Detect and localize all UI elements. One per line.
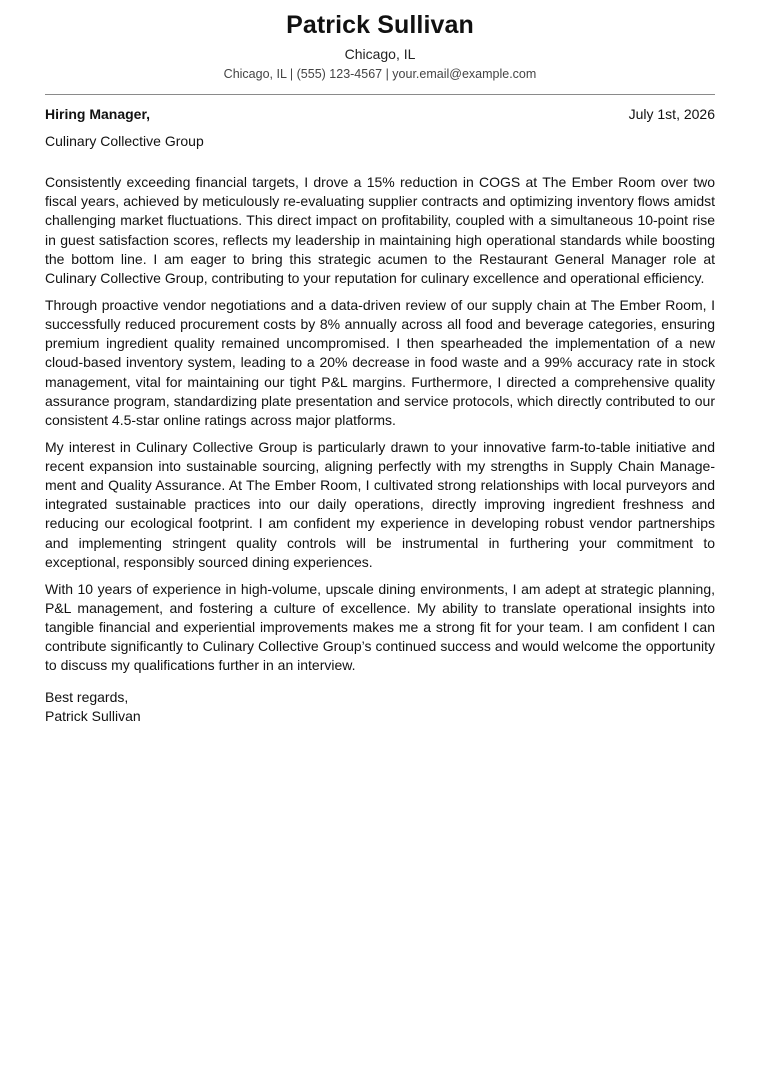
signature-name: Patrick Sullivan	[45, 707, 141, 724]
sender-location: Chicago, IL	[344, 46, 416, 62]
recipient-company: Culinary Collective Group	[45, 133, 204, 149]
letter-closing	[45, 688, 715, 726]
letter-body	[45, 173, 715, 676]
header-divider	[45, 94, 715, 95]
salutation-date-row	[45, 105, 715, 123]
letter-date: July 1st, 2026	[628, 106, 715, 122]
body-paragraph: With 10 years of experience in high-volume, upscale dining environments, I am adept at strategic planning, P&L management, and fostering a culture of excellence. My ability to translate operational insights into tangible financial and experiential improvements makes me a strong fit for your team. I am confident I can contribute significantly to Culinary Collective Group’s continued success and would welcome the opportunity to discuss my qualifications further in an interview.	[45, 580, 715, 674]
closing-phrase: Best regards,	[45, 688, 129, 705]
recipient-salutation: Hiring Manager,	[45, 106, 151, 122]
body-paragraph: My interest in Culinary Collective Group is particularly drawn to your innovative farm-to-table initiative and recent expansion into sustainable sourcing, aligning perfectly with my strengths in Supply Chain Management and Quality Assurance. At The Ember Room, I cultivated strong relationships with local purveyors and integrated sustainable practices into our daily operations, directly improving ingredient freshness and reducing our ecological footprint. I am confident my experience in developing robust vendor partnerships and implementing stringent quality controls will be instrumental in furthering your commitment to exceptional, responsibly sourced dining experiences.	[45, 438, 715, 570]
body-paragraph: Through proactive vendor negotiations and a data-driven review of our supply chain at The Ember Room, I successfully reduced procurement costs by 8% annually across all food and beverage categories, ensuring premium ingredient quality remained uncompromised. I then spearheaded the implementation of a new cloud-based inventory system, leading to a 20% decrease in food waste and a 99% accuracy rate in stock management, vital for maintaining our tight P&L margins. Furthermore, I directed a comprehensive quality assurance program, standardizing plate presentation and service protocols, which directly contributed to our consistent 4.5-star online ratings across major platforms.	[45, 296, 715, 428]
sender-name: Patrick Sullivan	[286, 11, 474, 39]
body-paragraph: Consistently exceeding financial targets, I drove a 15% reduction in COGS at The Ember Room over two fiscal years, achieved by meticulously re-evaluating supplier contracts and optimizing inventory flows amidst challenging market fluctuations. This direct impact on profitability, coupled with a simultaneous 10-point rise in guest satisfaction scores, reflects my leadership in maintaining high operational standards while boosting the bottom line. I am eager to bring this strategic acumen to the Restaurant General Manager role at Culinary Collective Group, contributing to your reputation for culinary excellence and operational efficiency.	[45, 174, 715, 287]
sender-contact-line: Chicago, IL | (555) 123-4567 | your.email@example.com	[223, 67, 537, 81]
letter-header	[45, 0, 715, 82]
